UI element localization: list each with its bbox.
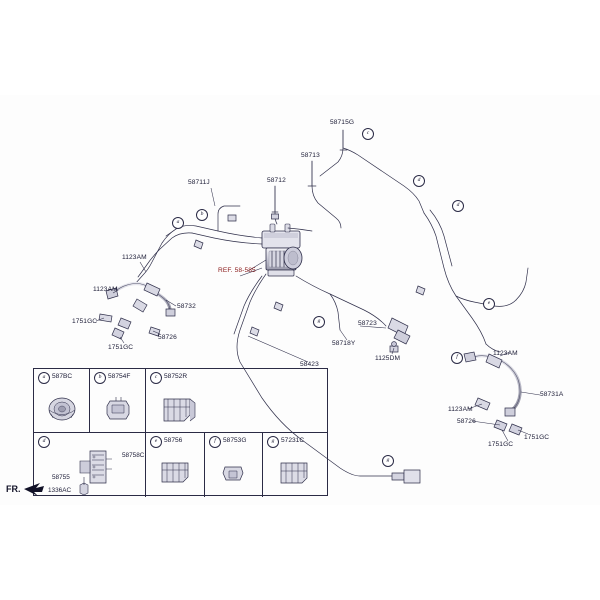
- legend-extra-58758C: 58758C: [122, 452, 145, 459]
- callout-g-center: g: [313, 316, 325, 328]
- part-label-58712: 58712: [267, 177, 286, 184]
- part-label-58715G: 58715G: [330, 119, 355, 126]
- legend-badge-f: f: [209, 436, 221, 448]
- hose-clamp-icon: [205, 447, 263, 497]
- orientation-label: FR.: [6, 484, 21, 494]
- legend-code-58756: 58756: [164, 437, 183, 444]
- part-label-58711J: 58711J: [188, 179, 210, 186]
- legend-code-587BC: 587BC: [52, 373, 73, 380]
- legend-art-clamp: [205, 447, 262, 497]
- legend-badge-e: e: [150, 436, 162, 448]
- legend-badge-g: g: [267, 436, 279, 448]
- part-label-58713: 58713: [301, 152, 320, 159]
- callout-c: c: [362, 128, 374, 140]
- legend-badge-b: b: [94, 372, 106, 384]
- legend-art-disc: [34, 383, 89, 433]
- legend-cell-d[interactable]: [34, 433, 146, 497]
- legend-art-block3: [263, 447, 327, 497]
- callout-f: f: [451, 352, 463, 364]
- multi-pipe-clamp-icon: [146, 383, 210, 433]
- legend-code-58752R: 58752R: [164, 373, 188, 380]
- legend-code-58753G: 58753G: [223, 437, 247, 444]
- part-label-1125DM: 1125DM: [375, 355, 401, 362]
- part-label-1751GC-left-upper: 1751GC: [72, 318, 98, 325]
- part-label-1751GC-right-right: 1751GC: [524, 434, 550, 441]
- orientation-marker: [6, 484, 21, 494]
- part-label-58726-left: 58726: [158, 334, 177, 341]
- legend-badge-d: d: [38, 436, 50, 448]
- legend-row-2: [34, 433, 327, 497]
- part-label-1123AM-right-lower: 1123AM: [448, 406, 473, 413]
- legend-cell-c[interactable]: [146, 369, 210, 432]
- callout-b: b: [196, 209, 208, 221]
- legend-cell-g[interactable]: [263, 433, 327, 497]
- pipe-clip-icon: [90, 383, 146, 433]
- legend-cell-f[interactable]: [205, 433, 263, 497]
- part-label-58726-right: 58726: [457, 418, 476, 425]
- line-bracket-icon: [263, 447, 327, 497]
- legend-cell-b[interactable]: [90, 369, 146, 432]
- legend-code-58754F: 58754F: [108, 373, 131, 380]
- legend-art-block: [146, 383, 210, 433]
- legend-cell-a[interactable]: [34, 369, 90, 432]
- part-label-1751GC-left-lower: 1751GC: [108, 344, 134, 351]
- part-label-58718Y: 58718Y: [332, 340, 356, 347]
- legend-extra-1336AC: 1336AC: [48, 487, 72, 494]
- legend-badge-a: a: [38, 372, 50, 384]
- legend-badge-c: c: [150, 372, 162, 384]
- legend-row-1: [34, 369, 327, 433]
- legend-table: [33, 368, 328, 496]
- part-label-1123AM-right-upper: 1123AM: [493, 350, 518, 357]
- legend-art-clip: [90, 383, 145, 433]
- legend-extra-58755: 58755: [52, 474, 70, 481]
- part-label-58731A: 58731A: [540, 391, 564, 398]
- part-label-1123AM-upper: 1123AM: [122, 254, 147, 261]
- legend-code-57231C: 57231C: [281, 437, 305, 444]
- part-label-1751GC-right-left: 1751GC: [488, 441, 514, 448]
- callout-d-lower: d: [452, 200, 464, 212]
- disc-rotor-icon: [34, 383, 90, 433]
- legend-cell-e[interactable]: [146, 433, 205, 497]
- legend-art-block2: [146, 447, 204, 497]
- pipe-retainer-icon: [146, 447, 205, 497]
- callout-d-upper: d: [413, 175, 425, 187]
- part-label-1123AM-left: 1123AM: [93, 286, 118, 293]
- part-label-58423: 58423: [300, 361, 319, 368]
- reference-label: REF. 58-585: [218, 267, 256, 274]
- part-label-58732: 58732: [177, 303, 196, 310]
- callout-a: a: [172, 217, 184, 229]
- callout-g-lower: g: [382, 455, 394, 467]
- part-label-58723: 58723: [358, 320, 377, 327]
- callout-e: e: [483, 298, 495, 310]
